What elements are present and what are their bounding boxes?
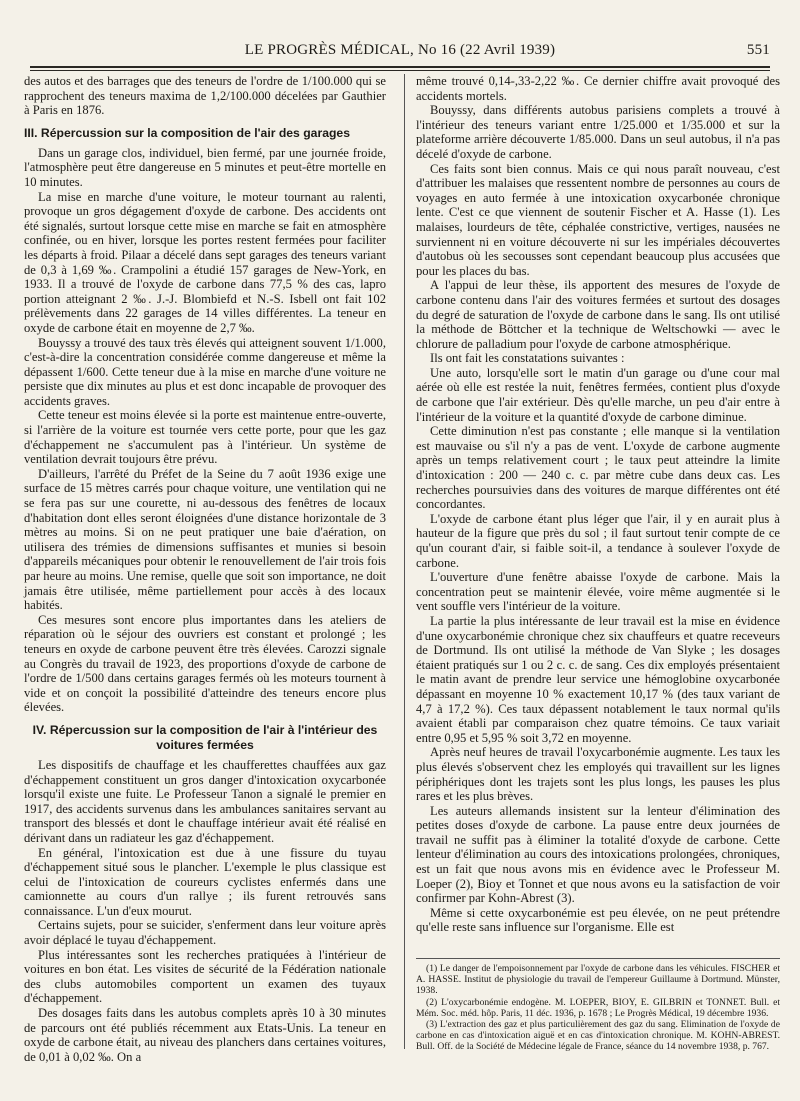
paragraph: Cette teneur est moins élevée si la porte est maintenue entre-ouverte, si l'arrière de la voiture est tournée vers cette porte, pour que les gaz d'échappement ne s'accumulent pas à l'intérieur. Un système de ventilation devrait toujours être prévu. bbox=[24, 408, 386, 467]
right-column bbox=[416, 74, 780, 935]
paragraph: même trouvé 0,14-,33-2,22 ‰. Ce dernier chiffre avait provoqué des accidents mortels. bbox=[416, 74, 780, 103]
paragraph: D'ailleurs, l'arrêté du Préfet de la Seine du 7 août 1936 exige une surface de 15 mètres carrés pour chaque voiture, une ventilation qui ne se fera pas sur une courette, ni au-dessous des fenêtres de locaux d'habitation dont elles seront éloignées d'une distance horizontale de 3 mètres au moins. Si on ne peut pratiquer une baie d'aération, on utilisera des trémies de dimensions suffisantes et munies si besoin d'appareils mécaniques pour obtenir le renouvellement de l'air trois fois par heure au moins. Une remise, quelle que soit son importance, ne doit jamais être utilisée, même partiellement pour accès à des locaux habités. bbox=[24, 466, 386, 613]
footnote-2: (2) L'oxycarbonémie endogène. M. LOEPER, BIOY, E. GILBRIN et TONNET. Bull. et Mém. Soc. méd. hôp. Paris, 11 déc. 1936, p. 1678 ; Le Progrès Médical, 19 décembre 1936. bbox=[416, 996, 780, 1019]
paragraph: La partie la plus intéressante de leur travail est la mise en évidence d'une oxycarbonémie chronique chez six chauffeurs et quatre receveurs de Dortmund. Ils ont utilisé la méthode de Van Slyke ; les dosages étaient pratiqués sur 1 ou 2 c. c. de sang. Ces dix employés présentaient le matin avant de prendre leur service une hémoglobine oxycarbonée dépassant en moyenne 10 % exactement 10,17 % (des taux variant de 4,7 à 17,2 %). Ces taux dépassent notablement le taux normal qu'ils avaient établi par comparaison chez quatre témoins. Ce taux variait entre 0,95 et 5,95 % soit 3,72 en moyenne. bbox=[416, 613, 780, 745]
paragraph: Les dispositifs de chauffage et les chaufferettes chauffées aux gaz d'échappement constituent un gros danger d'intoxication oxycarbonée lorsqu'il existe une fuite. Le Professeur Tanon a signalé le premier en 1917, des accidents survenus dans les ambulances sanitaires servant au transport des blessés et dont le chauffage intérieur avait été réalisé en dérivant dans un radiateur les gaz d'échappement. bbox=[24, 757, 386, 845]
journal-title: LE PROGRÈS MÉDICAL, No 16 (22 Avril 1939) bbox=[244, 42, 556, 58]
paragraph: Bouyssy a trouvé des taux très élevés qui atteignent souvent 1/1.000, c'est-à-dire la concentration considérée comme dangereuse et même la dépassent 1/600. Cette teneur due à la mise en marche d'une voiture ne persiste que dix minutes au plus et est donc incapable de provoquer des accidents graves. bbox=[24, 335, 386, 408]
left-column bbox=[24, 74, 386, 1064]
paragraph: En général, l'intoxication est due à une fissure du tuyau d'échappement situé sous le plancher. L'exemple le plus classique est celui de l'intoxication de coureurs cyclistes enfermés dans une camionnette au cours d'un rallye ; ils furent retrouvés sans connaissance. L'un d'eux mourut. bbox=[24, 845, 386, 918]
paragraph: L'ouverture d'une fenêtre abaisse l'oxyde de carbone. Mais la concentration peut se maintenir élevée, voire même augmentée si le vent souffle vers l'intérieur de la voiture. bbox=[416, 570, 780, 614]
paragraph: A l'appui de leur thèse, ils apportent des mesures de l'oxyde de carbone contenu dans l'air des voitures fermées et surtout des dosages du degré de saturation de l'oxyde de carbone dans le sang. Ils ont utilisé la méthode de Böttcher et la technique de Weltschowki — avec le chlorure de palladium pour l'oxyde de carbone atmosphérique. bbox=[416, 278, 780, 351]
paragraph: Des dosages faits dans les autobus complets après 10 à 30 minutes de parcours ont été publiés récemment aux Etats-Unis. La teneur en oxyde de carbone était, au niveau des planchers dans certaines voitures, de 0,01 à 0,02 ‰. On a bbox=[24, 1006, 386, 1064]
footnote-3: (3) L'extraction des gaz et plus particulièrement des gaz du sang. Elimination de l'oxyde de carbone en cas d'intoxication aiguë et en cas d'intoxication chronique. M. KOHN-ABREST. Bull. Off. de la Société de Médecine légale de France, séance du 14 novembre 1938, p. 767. bbox=[416, 1019, 780, 1053]
paragraph: Même si cette oxycarbonémie est peu élevée, on ne peut prétendre qu'elle reste sans influence sur l'organisme. Elle est bbox=[416, 905, 780, 935]
running-header bbox=[30, 42, 770, 64]
page-number: 551 bbox=[746, 42, 770, 58]
paragraph: Les auteurs allemands insistent sur la lenteur d'élimination des petites doses d'oxyde de carbone. La pause entre deux journées de travail ne suffit pas à éliminer la totalité d'oxyde de carbone. Cette lenteur d'élimination au cours des intoxications prolongées, chroniques, est un fait que nous avons mis en évidence avec le Professeur M. Loeper (2), Bioy et Tonnet et que nous avons eu la satisfaction de voir confirmer par Kohn-Abrest (3). bbox=[416, 803, 780, 906]
paragraph: Bouyssy, dans différents autobus parisiens complets a trouvé à l'intérieur des teneurs variant entre 1/25.000 et 1/35.000 et sur la plateforme arrière découverte 1/85.000. Dans un seul autobus, il n'a pas décelé d'oxyde de carbone. bbox=[416, 103, 780, 161]
header-rule bbox=[30, 66, 770, 68]
section-heading-iii: III. Répercussion sur la composition de l'air des garages bbox=[24, 125, 350, 140]
paragraph: Certains sujets, pour se suicider, s'enferment dans leur voiture après avoir déplacé le tuyau d'échappement. bbox=[24, 918, 386, 948]
header-rule-thin bbox=[30, 70, 770, 71]
paragraph: des autos et des barrages que des teneurs de l'ordre de 1/100.000 qui se rapprochent des teneurs maxima de 1,2/100.000 décelées par Gauthier à Paris en 1876. bbox=[24, 74, 386, 118]
footnotes bbox=[416, 958, 780, 1053]
paragraph: Ces mesures sont encore plus importantes dans les ateliers de réparation où le séjour des ouvriers est constant et prolongé ; les teneurs en oxyde de carbone peuvent être très élevées. Carozzi signale au Congrès du travail de 1923, des proportions d'oxyde de carbone de l'ordre de 1/500 dans certains garages fermés où les moteurs tournent à vide et on conçoit la possibilité d'atteindre des teneurs encore plus élevées. bbox=[24, 612, 386, 715]
paragraph: Après neuf heures de travail l'oxycarbonémie augmente. Les taux les plus élevés s'observent chez les employés qui travaillent sur les lignes périphériques dont les trajets sont les plus longs, les pauses les plus rares et les plus brèves. bbox=[416, 745, 780, 804]
paragraph: Plus intéressantes sont les recherches pratiquées à l'intérieur de voitures en bon état. Les visites de sécurité de la Fédération nationale des clubs automobiles comportent un examen des tuyaux d'échappement. bbox=[24, 947, 386, 1006]
paragraph: Une auto, lorsqu'elle sort le matin d'un garage ou d'une cour mal aérée où elle est restée la nuit, fenêtres fermées, contient plus d'oxyde de carbone que l'air extérieur. Dès qu'elle marche, un peu d'air entre à l'intérieur de la voiture et la quantité d'oxyde de carbone diminue. bbox=[416, 365, 780, 424]
column-divider bbox=[404, 74, 405, 1049]
paragraph: La mise en marche d'une voiture, le moteur tournant au ralenti, provoque un gros dégagement d'oxyde de carbone. Des accidents ont été signalés, surtout lorsque cette mise en marche se fait en atmosphère confinée, ou en hiver, lorsque les portes restent fermées pour faciliter les départs à froid. Pilaar a décelé dans sept garages des teneurs variant de 0,3 à 1,69 ‰. Crampolini a étudié 157 garages de New-York, en 1933. Il a trouvé de l'oxyde de carbone dans 77,5 % des cas, lapro portion atteignant 2 ‰. J.-J. Blombiefd et N.-S. Isbell ont fait 102 prélèvements dans 22 garages de 14 villes différentes. La teneur en oxyde de carbone était en moyenne de 2,7 ‰. bbox=[24, 189, 386, 335]
paragraph: Cette diminution n'est pas constante ; elle manque si la ventilation est mauvaise ou s'il n'y a pas de vent. L'oxyde de carbone augmente après un temps relativement court ; le taux peut atteindre la limite d'intoxication : 200 — 240 c. c. par mètre cube dans deux cas. Les recherches poursuivies dans des voitures de marque différentes ont été concordantes. bbox=[416, 424, 780, 512]
paragraph: Ils ont fait les constatations suivantes : bbox=[430, 351, 625, 366]
paragraph: Dans un garage clos, individuel, bien fermé, par une journée froide, l'atmosphère peut être dangereuse en 5 minutes et peut-être mortelle en 10 minutes. bbox=[24, 145, 386, 189]
paragraph: L'oxyde de carbone étant plus léger que l'air, il y en aurait plus à hauteur de la figure que près du sol ; il faut surtout tenir compte de ce qu'un courant d'air, si faible soit-il, a tendance à soulever l'oxyde de carbone. bbox=[416, 511, 780, 570]
section-heading-iv: IV. Répercussion sur la composition de l'air à l'intérieur des voitures fermées bbox=[32, 722, 378, 752]
footnote-1: (1) Le danger de l'empoisonnement par l'oxyde de carbone dans les véhicules. FISCHER et A. HASSE. Institut de physiologie du travail de l'empereur Guillaume à Dortmund. Münster, 1938. bbox=[416, 963, 780, 997]
paragraph: Ces faits sont bien connus. Mais ce qui nous paraît nouveau, c'est d'attribuer les malaises que ressentent nombre de personnes au cours de voyages en auto fermée à une intoxication oxycarbonée chronique lente. C'est ce que viennent de soutenir Fischer et A. Hasse (1). Les malaises, lourdeurs de tête, céphalée constrictive, vertiges, nausées ne surviennent ni en voiture découverte ni sur les impériales découvertes d'autobus où les secousses sont cependant beaucoup plus accusées que pour les places du bas. bbox=[416, 161, 780, 278]
